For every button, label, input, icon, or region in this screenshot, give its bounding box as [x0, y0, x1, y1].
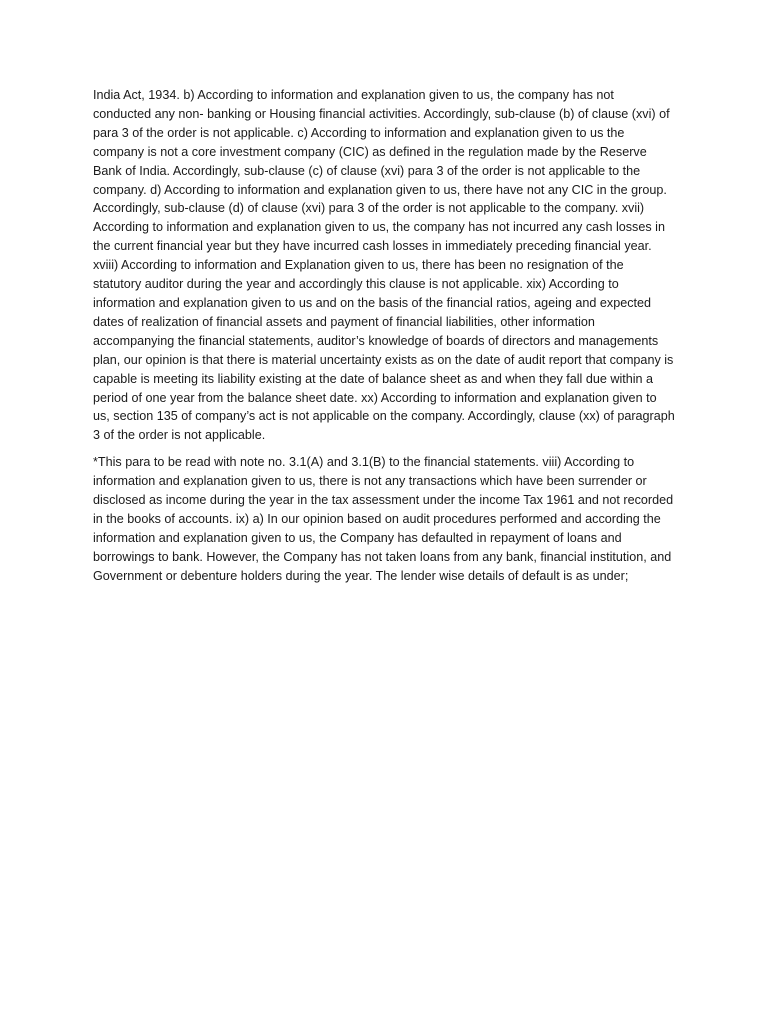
body-paragraph-1: India Act, 1934. b) According to information and explanation given to us, the company has not conducted any non- banking or Housing financial activities. Accordingly, sub-clause (b) of clause (xvi) of para 3 of the order is not applicable. c) According to information and explanation given to us the company is not a core investment company (CIC) as defined in the regulation made by the Reserve Bank of India. Accordingly, sub-clause (c) of clause (xvi) para 3 of the order is not applicable to the company. d) According to information and explanation given to us, there have not any CIC in the group. Accordingly, sub-clause (d) of clause (xvi) para 3 of the order is not applicable to the company. xvii) According to information and explanation given to us, the company has not incurred any cash losses in the current financial year but they have incurred cash losses in immediately preceding financial year. xviii) According to information and Explanation given to us, there has been no resignation of the statutory auditor during the year and accordingly this clause is not applicable. xix) According to information and explanation given to us and on the basis of the financial ratios, ageing and expected dates of realization of financial assets and payment of financial liabilities, other information accompanying the financial statements, auditor’s knowledge of boards of directors and managements plan, our opinion is that there is material uncertainty exists as on the date of audit report that company is capable is meeting its liability existing at the date of balance sheet as and when they fall due within a period of one year from the balance sheet date. xx) According to information and explanation given to us, section 135 of company’s act is not applicable on the company. Accordingly, clause (xx) of paragraph 3 of the order is not applicable.: [93, 88, 675, 443]
body-paragraph-2: *This para to be read with note no. 3.1(A) and 3.1(B) to the financial statements. viii) According to information and explanation given to us, there is not any transactions which have been surrender or disclosed as income during the year in the tax assessment under the income Tax 1961 and not recorded in the books of accounts. ix) a) In our opinion based on audit procedures performed and according the information and explanation given to us, the Company has defaulted in repayment of loans and borrowings to bank. However, the Company has not taken loans from any bank, financial institution, and Government or debenture holders during the year. The lender wise details of default is as under;: [93, 455, 674, 583]
